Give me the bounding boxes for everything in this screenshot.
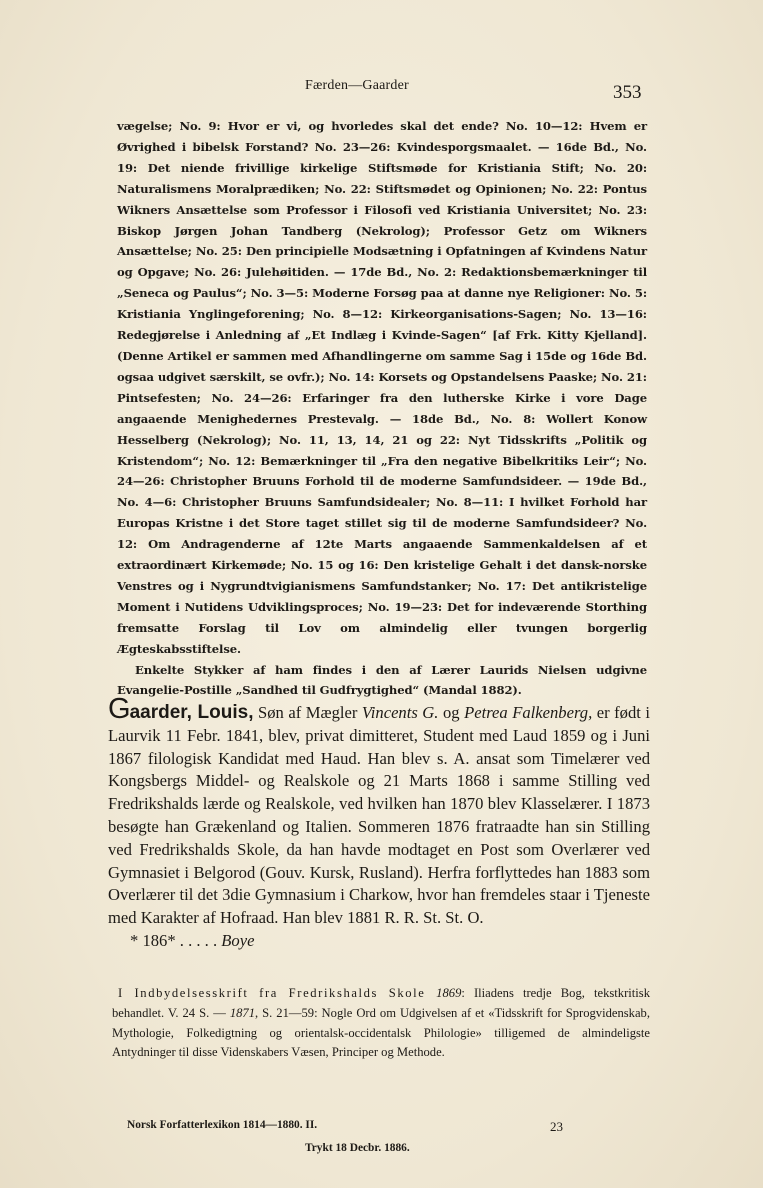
bib-text-3: , S. 21—59: Nogle Ord om Udgivelsen af et «Tidsskrift for Sprogvidenskab, Mythologie, Folkedigtning og orientalsk-occidentalsk Philologie» tilligemed de almindeligste Antydninger til disse Videnskabers Væsen, Principer og Methode. [112,1005,651,1060]
page-number: 353 [613,82,642,103]
footer-signature-mark: 23 [550,1119,563,1134]
footer-series-title: Norsk Forfatterlexikon 1814—1880. II. [127,1119,318,1131]
footer-print-date: Trykt 18 Decbr. 1886. [305,1142,410,1154]
entry-headword [108,693,254,725]
running-title: Færden—Gaarder [305,78,409,93]
father-name: Vincents G. [361,703,439,722]
birth-placeholder: * 186* . . . . . [130,930,222,950]
entry-text-2: og [438,703,465,722]
bib-year-1: 1869 [436,986,462,1000]
bib-text-2: : Iliadens tredje Bog, tekstkritisk behandlet. V. 24 S. — [112,986,650,1020]
fraktur-bibliography-block [117,116,647,701]
author-entry-gaarder [108,693,651,953]
headword-rest: aarder, Louis, [129,702,254,723]
entry-bibliography [112,984,650,1063]
bib-text-1: I Indbydelsesskrift fra Fredrikshalds Skole [118,986,437,1000]
bib-year-2: 1871 [229,1005,255,1020]
mother-name: Petrea Falkenberg, [464,703,593,722]
fraktur-paragraph-2: Enkelte Stykker af ham findes i den af Lærer Laurids Nielsen udgivne Evangelie-Postille „Sandhed til Gudfrygtighed“ (Mandal 1882). [117,662,647,698]
page-header [0,78,763,102]
entry-text-1: Søn af Mægler [253,703,362,722]
bib-paragraph [112,984,650,1063]
entry-paragraph [108,693,651,930]
entry-last-line [108,930,650,953]
entry-text-3: er født i Laurvik 11 Febr. 1841, blev, privat dimitteret, Student med Laud 1859 og i Juni 1867 filologisk Kandidat med Haud. Han blev s. A. ansat som Timelærer ved Kongsbergs Middel- og Realskole og 21 Marts 1868 i samme Stilling ved Fredrikshalds lærde og Realskole, ved hvilken han 1870 blev Klasselærer. I 1873 besøgte han Grækenland og Italien. Sommeren 1876 fratraadte han sin Stilling ved Fredrikshalds Skole, da han havde modtaget en Post som Overlærer ved Gymnasiet i Belgorod (Gouv. Kursk, Rusland). Herfra forflyttedes han 1883 som Overlærer til det 3die Gymnasium i Charkow, hvor han fremdeles staar i Tjeneste med Karakter af Hofraad. Han blev 1881 R. R. St. St. O. [108,703,651,928]
headword-initial: G [108,693,130,725]
fraktur-paragraph-1: vægelse; No. 9: Hvor er vi, og hvorledes skal det ende? No. 10—12: Hvem er Øvrighed i bibelsk Forstand? No. 23—26: Kvindesporgsmaalet. — 16de Bd., No. 19: Det niende frivillige kirkelige Stiftsmøde for Kristiania Stift; No. 20: Naturalismens Moralprædiken; No. 22: Stiftsmødet og Opinionen; No. 22: Pontus Wikners Ansættelse som Professor i Filosofi ved Kristiania Universitet; No. 23: Biskop Jørgen Johan Tandberg (Nekrolog); Professor Getz om Wikners Ansættelse; No. 25: Den principielle Modsætning i Opfatningen af Kvindens Natur og Opgave; No. 26: Julehøitiden. — 17de Bd., No. 2: Redaktionsbemærkninger til „Seneca og Paulus“; No. 3—5: Moderne Forsøg paa at danne nye Religioner: No. 5: Kristiania Ynglingeforening; No. 8—12: Kirkeorganisations-Sagen; No. 13—16: Redegjørelse i Anledning af „Et Indlæg i Kvinde-Sagen“ [af Frk. Kitty Kjelland]. (Denne Artikel er sammen med Afhandlingerne om samme Sag i 15de og 16de Bd. ogsaa udgivet særskilt, se ovfr.); No. 14: Korsets og Opstandelsens Paaske; No. 21: Pintsefesten; No. 24—26: Erfaringer fra den lutherske Kirke i vore Dage angaaende Menighedernes Prestevalg. — 18de Bd., No. 8: Wollert Konow Hesselberg (Nekrolog); No. 11, 13, 14, 21 og 22: Nyt Tidsskrifts „Politik og Kristendom“; No. 12: Bemærkninger til „Fra den negative Bibelkritiks Leir“; No. 24—26: Christopher Bruuns Forhold til de moderne Samfundsideer. — 19de Bd., No. 4—6: Christopher Bruuns Samfundsidealer; No. 8—11: I hvilket Forhold har Europas Kristne i det Store taget stillet sig til de moderne Samfundsideer? No. 12: Om Andragenderne af 12te Marts angaaende Sammenkaldelsen af et extraordinært Kirkemøde; No. 15 og 16: Den kristelige Gehalt i det dansk-norske Venstres og i Nygrundtvigianismens Samfundstanker; No. 17: Det antikristelige Moment i Nutidens Udviklingsproces; No. 19—23: Det for indeværende Storthing fremsatte Forslag til Lov om almindelig eller tvungen borgerlig Ægteskabsstiftelse. [117,119,647,656]
entry-signature: Boye [221,930,255,950]
